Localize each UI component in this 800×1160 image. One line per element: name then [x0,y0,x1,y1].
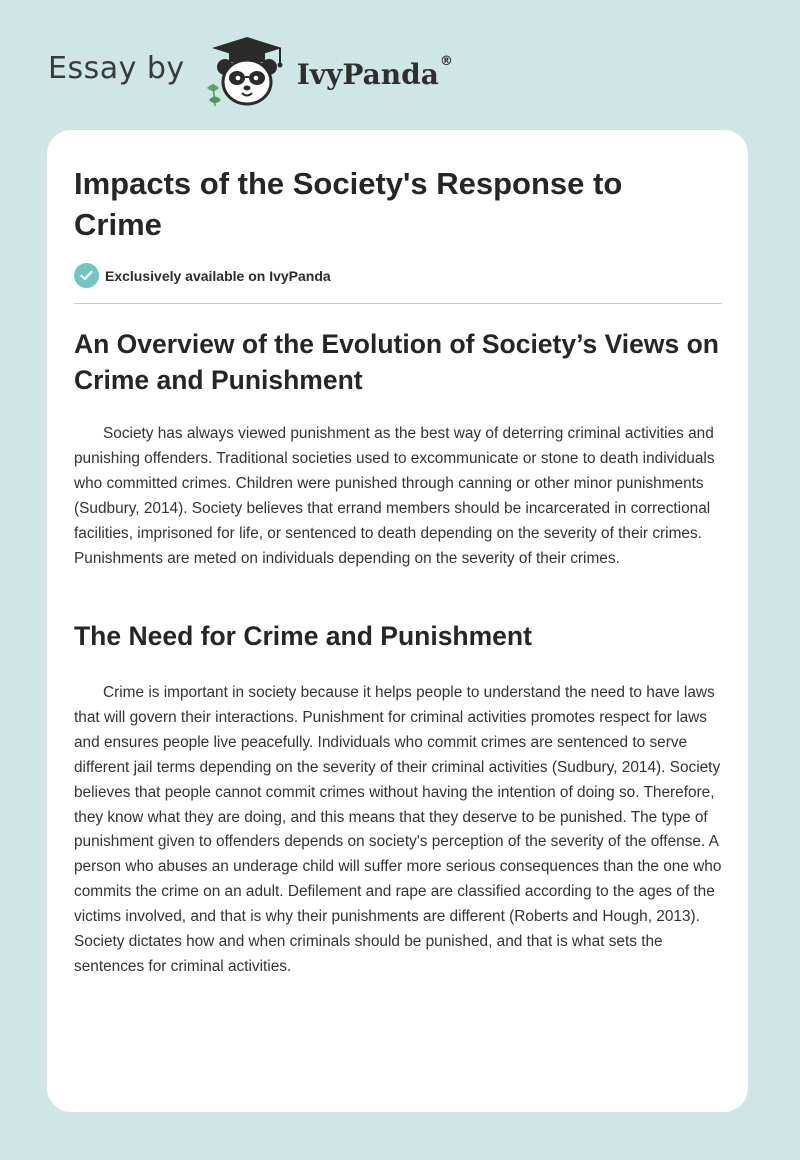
brand-name[interactable]: IvyPanda® [296,53,453,91]
section-heading: An Overview of the Evolution of Society’s Views on Crime and Punishment [74,329,719,395]
section-need-for-crime [74,618,724,980]
section-paragraph: Crime is important in society because it helps people to understand the need to have laws that will govern their interactions. Punishment for criminal activities promotes respect for laws and ensures people live peacefully. Individuals who commit crimes are sentenced to serve different jail terms depending on the severity of their criminal activities (Sudbury, 2014). Society believes that people cannot commit crimes without having the intention of doing so. Therefore, they know what they are doing, and this means that they deserve to be punished. The type of punishment given to offenders depends on society's perception of the severity of the offense. A person who abuses an underage child will suffer more serious consequences than the one who commits the crime on an adult. Defilement and rape are classified according to the ages of the victims involved, and that is why their punishments are different (Roberts and Hough, 2013). Society dictates how and when criminals should be punished, and that is what sets the sentences for criminal activities. [74,684,722,975]
essay-card [47,130,748,1112]
exclusive-text: Exclusively available on IvyPanda [105,267,331,284]
section-heading: The Need for Crime and Punishment [74,621,532,651]
essay-title: Impacts of the Society's Response to Crime [74,166,623,242]
divider [74,303,722,304]
check-circle-icon [74,263,99,288]
site-header [48,34,453,110]
section-overview [74,326,724,571]
brand-prefix: Essay by [48,50,185,86]
panda-graduate-logo-icon[interactable] [201,34,293,110]
registered-mark: ® [439,53,453,69]
exclusive-badge [74,263,331,288]
section-paragraph: Society has always viewed punishment as the best way of deterring criminal activities and punishing offenders. Traditional societies used to excommunicate or stone to death individuals who committed crimes. Children were punished through canning or other minor punishments (Sudbury, 2014). Society believes that errand members should be incarcerated in correctional facilities, imprisoned for life, or sentenced to death depending on the severity of their crimes. Punishments are meted on individuals depending on the severity of their crimes. [74,425,715,567]
